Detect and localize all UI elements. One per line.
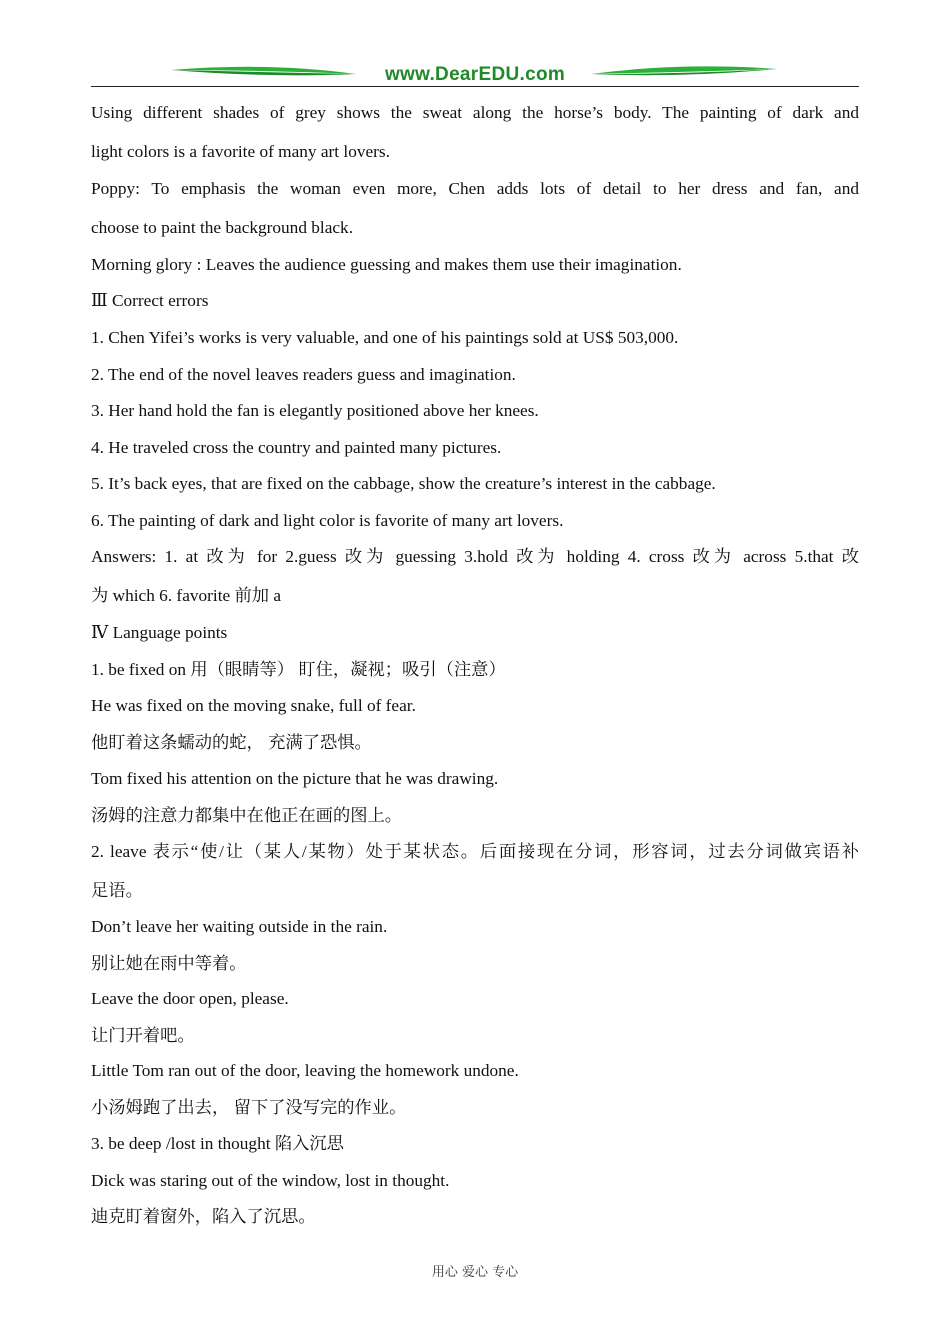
text-line: 1. be fixed on 用（眼睛等） 盯住，凝视；吸引（注意） [91, 660, 506, 679]
text-line: Morning glory : Leaves the audience guessing and makes them use their imagination. [91, 255, 682, 274]
text-line: 3. be deep /lost in thought 陷入沉思 [91, 1134, 344, 1153]
text-line: 4. He traveled cross the country and painted many pictures. [91, 438, 502, 457]
text-line: 5. It’s back eyes, that are fixed on the cabbage, show the creature’s interest in the cabbage. [91, 474, 716, 493]
page-footer: 用心 爱心 专心 [431, 1265, 519, 1280]
text-line: Answers: 1. at 改为 for 2.guess 改为 guessing 3.hold 改为 holding 4. cross 改为 across 5.that 改 [91, 547, 859, 566]
section-heading: Ⅲ Correct errors [91, 291, 209, 310]
text-line: Poppy: To emphasis the woman even more, Chen adds lots of detail to her dress and fan, and [91, 179, 859, 198]
text-line: 1. Chen Yifei’s works is very valuable, and one of his paintings sold at US$ 503,000. [91, 328, 679, 347]
section-heading: Ⅳ Language points [91, 623, 228, 642]
text-line: 让门开着吧。 [91, 1026, 195, 1045]
text-line: 为 which 6. favorite 前加 a [91, 586, 282, 605]
text-line: 迪克盯着窗外，陷入了沉思。 [91, 1207, 316, 1226]
text-line: Little Tom ran out of the door, leaving the homework undone. [91, 1061, 519, 1080]
text-line: 2. leave 表示“使/让（某人/某物）处于某状态。后面接现在分词，形容词，过去分词做宾语补 [91, 842, 859, 861]
text-line: 足语。 [91, 881, 143, 900]
header-rule [91, 86, 859, 87]
text-line: Dick was staring out of the window, lost in thought. [91, 1171, 450, 1190]
site-logo: www.DearEDU.com [384, 64, 566, 85]
text-line: 6. The painting of dark and light color is favorite of many art lovers. [91, 511, 564, 530]
text-line: 小汤姆跑了出去， 留下了没写完的作业。 [91, 1098, 407, 1117]
text-line: 他盯着这条蠕动的蛇， 充满了恐惧。 [91, 733, 372, 752]
text-line: choose to paint the background black. [91, 218, 354, 237]
text-line: Don’t leave her waiting outside in the rain. [91, 917, 388, 936]
page-header [91, 58, 859, 90]
text-line: Tom fixed his attention on the picture that he was drawing. [91, 769, 499, 788]
text-line: 2. The end of the novel leaves readers guess and imagination. [91, 365, 516, 384]
text-line: 3. Her hand hold the fan is elegantly positioned above her knees. [91, 401, 539, 420]
text-line: He was fixed on the moving snake, full of fear. [91, 696, 416, 715]
text-line: Using different shades of grey shows the sweat along the horse’s body. The painting of dark and [91, 103, 859, 122]
text-line: Leave the door open, please. [91, 989, 289, 1008]
text-line: 汤姆的注意力都集中在他正在画的图上。 [91, 806, 403, 825]
text-line: 别让她在雨中等着。 [91, 954, 247, 973]
text-line: light colors is a favorite of many art lovers. [91, 142, 390, 161]
